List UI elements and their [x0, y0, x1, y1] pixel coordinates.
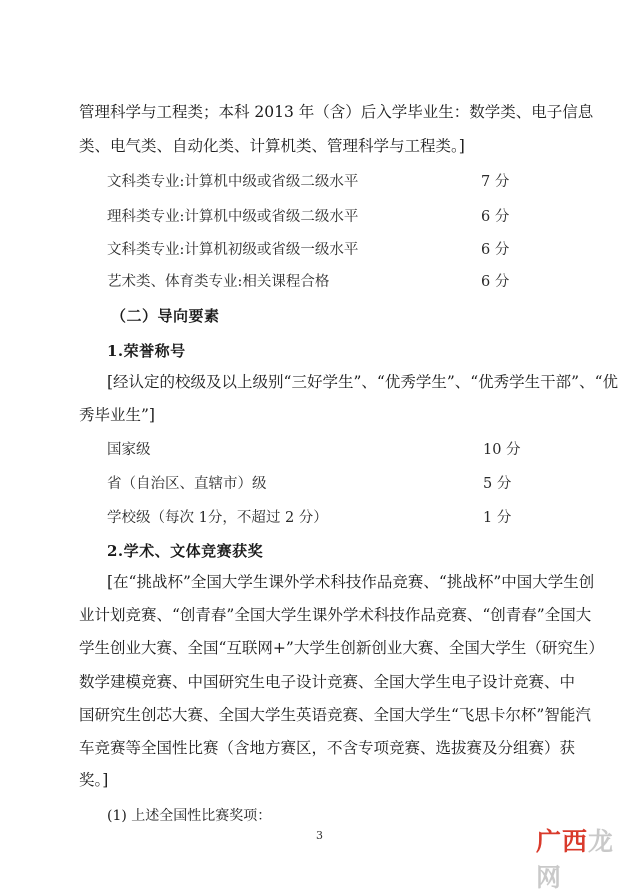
score-row-label: 艺术类、体育类专业:相关课程合格 — [107, 274, 330, 290]
sub-item: (1) 上述全国性比赛奖项： — [107, 808, 272, 824]
score-row — [107, 474, 527, 494]
score-value: 10 分 — [483, 442, 521, 458]
paragraph-line: 秀毕业生”] — [79, 406, 155, 424]
watermark-left-text: 广西 — [536, 827, 589, 856]
score-value: 1 分 — [483, 510, 512, 526]
paragraph-line: [在“挑战杯”全国大学生课外学术科技作品竞赛、“挑战杯”中国大学生创 — [107, 573, 595, 591]
paragraph-line: [经认定的校级及以上级别“三好学生”、“优秀学生”、“优秀学生干部”、“优 — [107, 373, 619, 391]
watermark-right-text: 龙网 — [536, 827, 615, 892]
paragraph-line: 车竞赛等全国性比赛（含地方赛区，不含专项竞赛、选拔赛及分组赛）获 — [79, 739, 576, 757]
paragraph-line: 业计划竞赛、“创青春”全国大学生课外学术科技作品竞赛、“创青春”全国大 — [79, 606, 592, 624]
score-value: 7 分 — [481, 174, 510, 190]
score-value: 6 分 — [481, 209, 510, 225]
score-row-label: 省（自治区、直辖市）级 — [107, 476, 267, 492]
score-row — [107, 508, 527, 528]
score-row-label: 国家级 — [107, 442, 151, 458]
score-row-label: 文科类专业:计算机初级或省级一级水平 — [107, 242, 359, 258]
section-heading: （二）导向要素 — [111, 307, 220, 325]
score-row — [107, 207, 527, 227]
watermark-logo — [536, 822, 640, 894]
score-row-label: 文科类专业:计算机中级或省级二级水平 — [107, 174, 359, 190]
subsection-heading: 2.学术、文体竞赛获奖 — [107, 542, 264, 560]
paragraph-line: 国研究生创芯大赛、全国大学生英语竞赛、全国大学生“飞思卡尔杯”智能汽 — [79, 706, 591, 724]
score-row-label: 理科类专业:计算机中级或省级二级水平 — [107, 209, 359, 225]
score-value: 6 分 — [481, 274, 510, 290]
paragraph-line: 奖。] — [79, 771, 109, 789]
score-row — [107, 440, 527, 460]
paragraph-line: 数学建模竞赛、中国研究生电子设计竞赛、全国大学生电子设计竞赛、中 — [79, 673, 576, 691]
score-value: 5 分 — [483, 476, 512, 492]
paragraph-line: 类、电气类、自动化类、计算机类、管理科学与工程类。] — [79, 137, 465, 155]
paragraph-line: 管理科学与工程类；本科 2013 年（含）后入学毕业生：数学类、电子信息 — [79, 103, 594, 121]
score-row — [107, 272, 527, 292]
page-number: 3 — [316, 829, 323, 842]
score-row-label: 学校级（每次 1分，不超过 2 分） — [107, 510, 328, 526]
score-row — [107, 172, 527, 192]
paragraph-line: 学生创业大赛、全国“互联网+”大学生创新创业大赛、全国大学生（研究生） — [79, 639, 604, 657]
subsection-heading: 1.荣誉称号 — [107, 342, 186, 360]
score-value: 6 分 — [481, 242, 510, 258]
score-row — [107, 240, 527, 260]
